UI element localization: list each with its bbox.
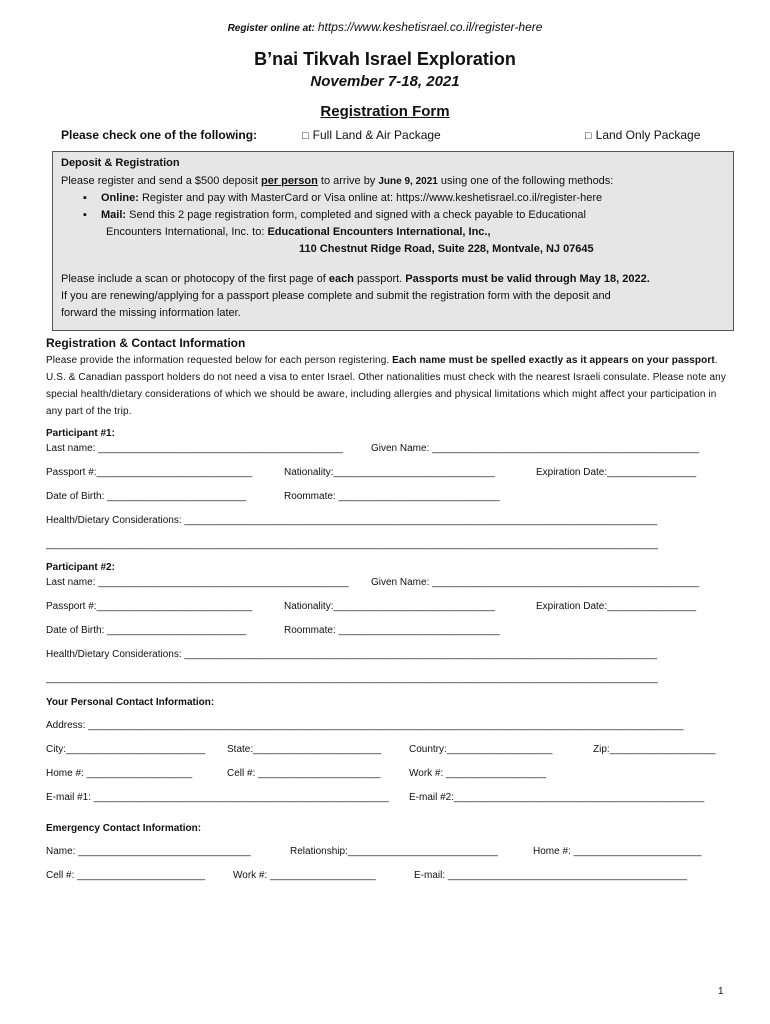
package-option-land-label: Land Only Package xyxy=(595,128,701,142)
intro-text: Please provide the information requested below for each person registering. xyxy=(46,355,393,366)
passport-note-line3: forward the missing information later. xyxy=(61,307,241,319)
package-option-full-label: Full Land & Air Package xyxy=(312,128,441,142)
mail-label: Mail: xyxy=(101,209,127,221)
mail-company: Educational Encounters International, Inc., xyxy=(267,226,491,238)
participant2-nationality-field[interactable]: Nationality:_____________________________ xyxy=(284,601,495,612)
email1-field[interactable]: E-mail #1: _____________________________________________________ xyxy=(46,792,389,803)
mail-text: Send this 2 page registration form, completed and signed with a check payable to Educational xyxy=(126,209,586,221)
state-field[interactable]: State:_______________________ xyxy=(227,744,382,755)
participant2-heading: Participant #2: xyxy=(46,562,115,573)
page-title: B’nai Tikvah Israel Exploration xyxy=(254,49,516,69)
deposit-box xyxy=(52,151,734,331)
mail-method xyxy=(83,209,586,221)
contact-heading: Registration & Contact Information xyxy=(46,336,246,350)
package-option-land[interactable] xyxy=(585,128,700,142)
online-text: Register and pay with MasterCard or Visa online at: https://www.keshetisrael.co.il/register-here xyxy=(138,192,603,204)
participant1-dob-field[interactable]: Date of Birth: _________________________ xyxy=(46,491,247,502)
register-online-label: Register online at: xyxy=(227,23,315,34)
deposit-heading: Deposit & Registration xyxy=(61,157,180,169)
emergency-relationship-field[interactable]: Relationship:___________________________ xyxy=(290,846,498,857)
mail-method-line2 xyxy=(106,226,491,238)
participant1-expiration-field[interactable]: Expiration Date:________________ xyxy=(536,467,697,478)
intro-text: . U.S. & Canadian passport holders do not need a visa to enter Israel. Other nationalities must check with the nearest Israeli consulate. Please note any special health/dietary considerations of which we should be aware, including allergies and physical limitations which might affect your participation in any part of the trip. xyxy=(46,355,726,417)
participant1-nationality-field[interactable]: Nationality:_____________________________ xyxy=(284,467,495,478)
emergency-cell-field[interactable]: Cell #: _______________________ xyxy=(46,870,206,881)
participant2-given-name-field[interactable]: Given Name: ________________________________________________ xyxy=(371,577,700,588)
participant2-health-field[interactable]: Health/Dietary Considerations: _____________________________________________________________________________________ xyxy=(46,649,658,660)
passport-text: passport. xyxy=(353,273,406,285)
package-option-full[interactable] xyxy=(302,128,441,142)
participant2-passport-field[interactable]: Passport #:____________________________ xyxy=(46,601,253,612)
bullet-icon: ▪ xyxy=(83,192,87,204)
participant2-health-field-line2[interactable]: ______________________________________________________________________________________________________________ xyxy=(46,673,658,684)
city-field[interactable]: City:_________________________ xyxy=(46,744,206,755)
emergency-home-field[interactable]: Home #: _______________________ xyxy=(533,846,702,857)
emergency-work-field[interactable]: Work #: ___________________ xyxy=(233,870,376,881)
personal-contact-heading: Your Personal Contact Information: xyxy=(46,697,215,708)
bullet-icon: ▪ xyxy=(83,209,87,221)
emergency-name-field[interactable]: Name: _______________________________ xyxy=(46,846,251,857)
package-prompt: Please check one of the following: xyxy=(61,128,258,142)
checkbox-icon[interactable]: □ xyxy=(302,130,309,142)
intro-emphasis: Each name must be spelled exactly as it appears on your passport xyxy=(392,355,715,366)
participant2-last-name-field[interactable]: Last name: _____________________________________________ xyxy=(46,577,349,588)
participant1-passport-field[interactable]: Passport #:____________________________ xyxy=(46,467,253,478)
mail-address: 110 Chestnut Ridge Road, Suite 228, Montvale, NJ 07645 xyxy=(299,243,594,255)
checkbox-icon[interactable]: □ xyxy=(585,130,592,142)
address-field[interactable]: Address: ___________________________________________________________________________________________________________ xyxy=(46,720,684,731)
deposit-text: to arrive by xyxy=(317,175,379,187)
deposit-text: using one of the following methods: xyxy=(437,175,614,187)
passport-note-line2: If you are renewing/applying for a passport please complete and submit the registration form with the deposit and xyxy=(61,290,611,302)
register-online-line xyxy=(0,20,770,34)
form-title: Registration Form xyxy=(320,103,450,120)
passport-each: each xyxy=(328,273,354,285)
country-field[interactable]: Country:___________________ xyxy=(409,744,553,755)
emergency-email-field[interactable]: E-mail: ___________________________________________ xyxy=(414,870,688,881)
mail-text: Encounters International, Inc. to: xyxy=(106,226,268,238)
page-number: 1 xyxy=(718,986,724,997)
participant1-health-field[interactable]: Health/Dietary Considerations: _____________________________________________________________________________________ xyxy=(46,515,658,526)
participant2-roommate-field[interactable]: Roommate: _____________________________ xyxy=(284,625,500,636)
deposit-line1 xyxy=(61,175,613,187)
zip-field[interactable]: Zip:___________________ xyxy=(593,744,716,755)
deposit-text: Please register and send a $500 deposit xyxy=(61,175,261,187)
online-method xyxy=(83,192,602,204)
participant1-heading: Participant #1: xyxy=(46,428,115,439)
participant1-roommate-field[interactable]: Roommate: _____________________________ xyxy=(284,491,500,502)
participant1-given-name-field[interactable]: Given Name: ________________________________________________ xyxy=(371,443,700,454)
passport-note xyxy=(61,273,650,285)
deposit-deadline: June 9, 2021 xyxy=(378,176,438,187)
email2-field[interactable]: E-mail #2:_____________________________________________ xyxy=(409,792,705,803)
participant1-last-name-field[interactable]: Last name: ____________________________________________ xyxy=(46,443,343,454)
per-person-text: per person xyxy=(260,175,318,187)
passport-text: Please include a scan or photocopy of the first page of xyxy=(61,273,329,285)
home-phone-field[interactable]: Home #: ___________________ xyxy=(46,768,193,779)
passport-validity: Passports must be valid through May 18, 2022. xyxy=(405,273,650,285)
participant1-health-field-line2[interactable]: ______________________________________________________________________________________________________________ xyxy=(46,539,658,550)
participant2-expiration-field[interactable]: Expiration Date:________________ xyxy=(536,601,697,612)
trip-dates: November 7-18, 2021 xyxy=(310,73,460,90)
emergency-contact-heading: Emergency Contact Information: xyxy=(46,823,202,834)
cell-phone-field[interactable]: Cell #: ______________________ xyxy=(227,768,381,779)
online-label: Online: xyxy=(101,192,139,204)
contact-intro xyxy=(46,352,726,420)
register-url[interactable]: https://www.keshetisrael.co.il/register-here xyxy=(317,20,543,34)
participant2-dob-field[interactable]: Date of Birth: _________________________ xyxy=(46,625,247,636)
work-phone-field[interactable]: Work #: __________________ xyxy=(409,768,547,779)
